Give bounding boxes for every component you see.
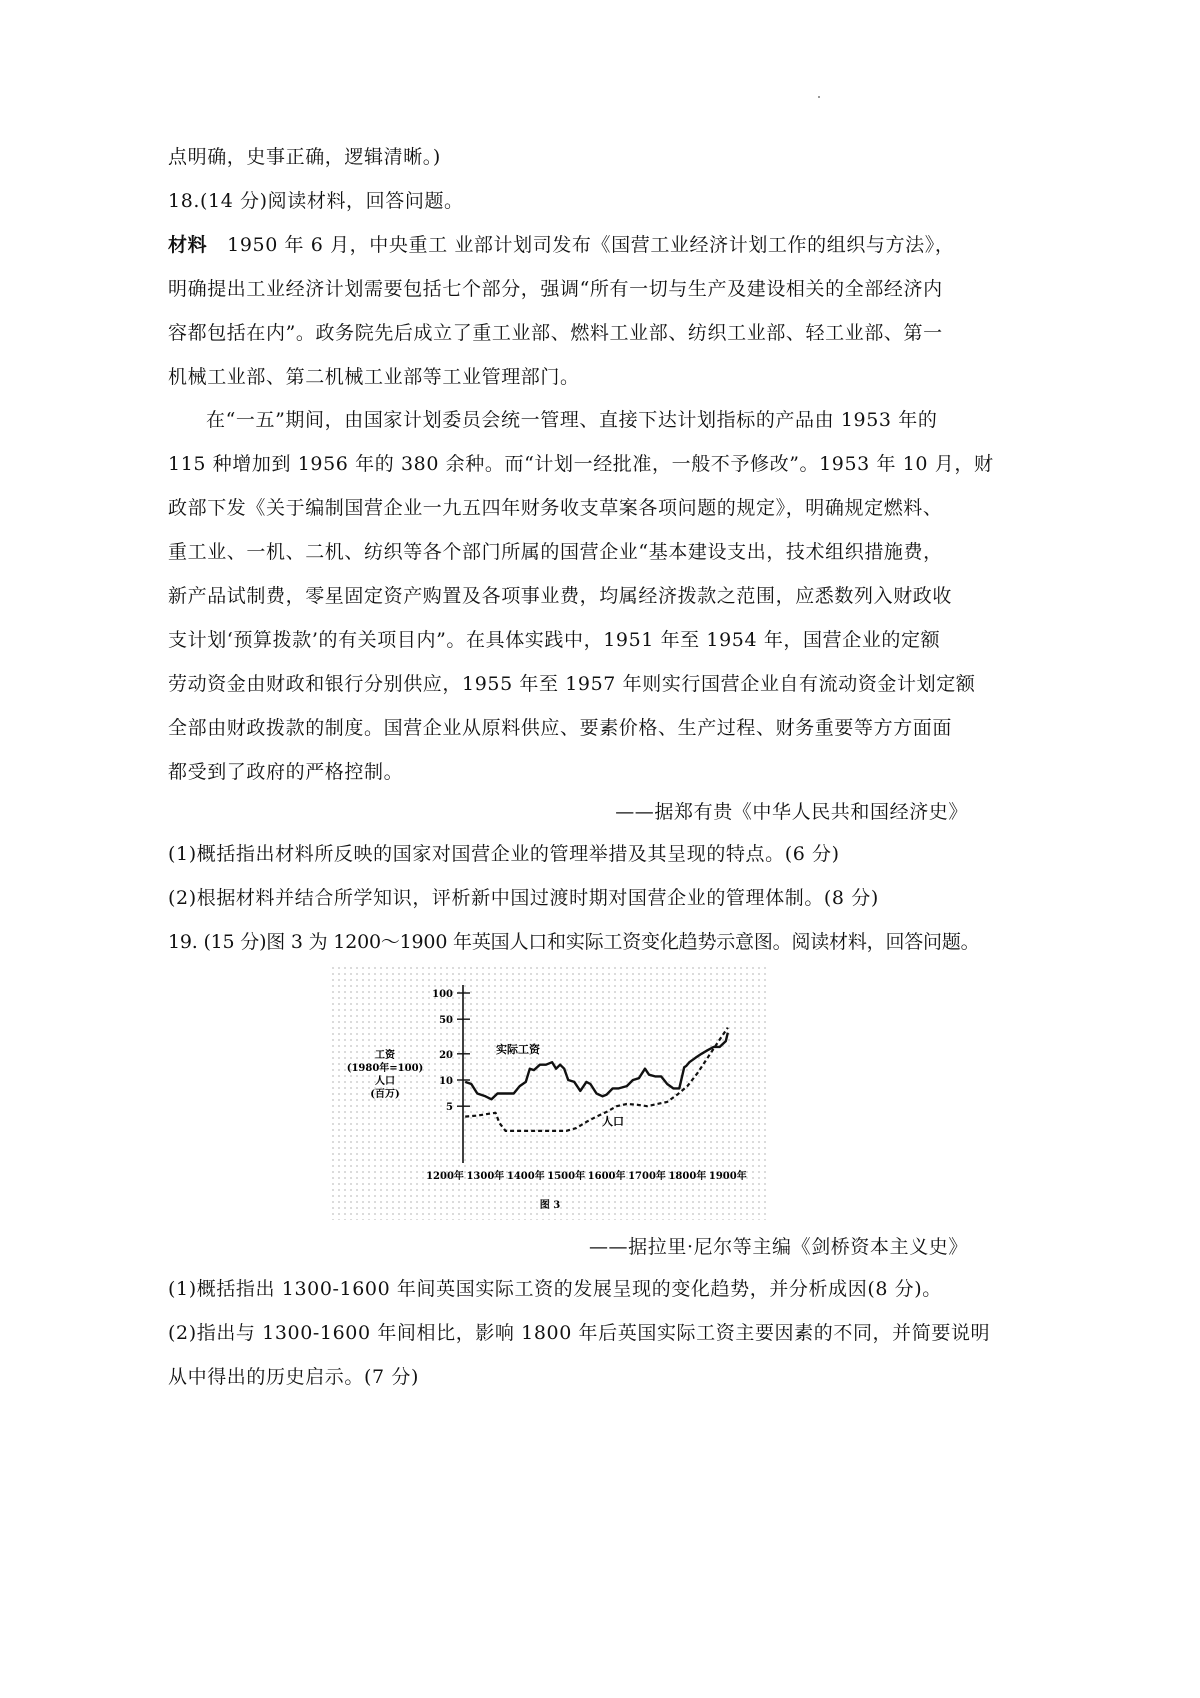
text-line: 都受到了政府的严格控制。	[168, 761, 404, 783]
question-19-2: (2)指出与 1300-1600 年间相比，影响 1800 年后英国实际工资主要因素的不同，并简要说明	[168, 1322, 991, 1344]
x-tick-label: 1800年	[668, 1171, 707, 1182]
text-line: 政部下发《关于编制国营企业一九五四年财务收支草案各项问题的规定》，明确规定燃料、	[168, 497, 943, 519]
material-line	[168, 233, 954, 257]
y-tick-label: 100	[432, 989, 453, 1000]
question-18-heading: 18.(14 分)阅读材料，回答问题。	[168, 190, 464, 212]
x-tick-label: 1400年	[506, 1171, 545, 1182]
y-tick-label: 10	[439, 1076, 453, 1087]
x-tick-label: 1500年	[547, 1171, 586, 1182]
question-19-heading: 19. (15 分)图 3 为 1200～1900 年英国人口和实际工资变化趋势示意图。阅读材料，回答问题。	[168, 931, 980, 953]
y-axis-label: (1980年=100)	[346, 1063, 424, 1074]
figure-caption: 图 3	[539, 1200, 561, 1211]
y-axis-label: (百万)	[370, 1089, 400, 1100]
x-tick-label: 1300年	[466, 1171, 505, 1182]
y-tick-label: 50	[439, 1015, 453, 1027]
source-citation: ——据拉里·尼尔等主编《剑桥资本主义史》	[588, 1236, 968, 1258]
text-line: 点明确，史事正确，逻辑清晰。)	[168, 146, 441, 168]
text-line: 容都包括在内”。政务院先后成立了重工业部、燃料工业部、纺织工业部、轻工业部、第一	[168, 322, 943, 344]
text-line: 在“一五”期间，由国家计划委员会统一管理、直接下达计划指标的产品由 1953 年的	[206, 409, 938, 431]
source-citation: ——据郑有贵《中华人民共和国经济史》	[615, 801, 968, 823]
text-line: 从中得出的历史启示。(7 分)	[168, 1366, 419, 1388]
question-18-2: (2)根据材料并结合所学知识，评析新中国过渡时期对国营企业的管理体制。(8 分)	[168, 887, 879, 909]
x-tick-label: 1900年	[708, 1171, 747, 1182]
question-19-1: (1)概括指出 1300-1600 年间英国实际工资的发展呈现的变化趋势，并分析成因(8 分)。	[168, 1278, 942, 1300]
text-line: 劳动资金由财政和银行分别供应，1955 年至 1957 年则实行国营企业自有流动资金计划定额	[168, 673, 976, 695]
population-series-label: 人口	[602, 1115, 624, 1128]
text-line: 支计划‘预算拨款’的有关项目内”。在具体实践中，1951 年至 1954 年，国营企业的定额	[168, 629, 941, 651]
text-line: 新产品试制费，零星固定资产购置及各项事业费，均属经济拨款之范围，应悉数列入财政收	[168, 585, 953, 607]
text-line: 115 种增加到 1956 年的 380 余种。而“计划一经批准，一般不予修改”。1953 年 10 月，财	[168, 453, 994, 475]
speck	[818, 96, 820, 98]
y-axis-label: 人口	[375, 1076, 395, 1087]
material-label: 材料	[168, 234, 208, 256]
x-tick-label: 1600年	[587, 1171, 626, 1182]
y-tick-label: 5	[446, 1102, 453, 1114]
text-line: 全部由财政拨款的制度。国营企业从原料供应、要素价格、生产过程、财务重要等方方面面	[168, 717, 953, 739]
x-tick-label: 1200年	[426, 1171, 464, 1182]
text-line: 重工业、一机、二机、纺织等各个部门所属的国营企业“基本建设支出，技术组织措施费，	[168, 541, 943, 563]
text-line: 明确提出工业经济计划需要包括七个部分，强调“所有一切与生产及建设相关的全部经济内	[168, 278, 943, 300]
figure-3-chart	[330, 965, 770, 1220]
text-line: 机械工业部、第二机械工业部等工业管理部门。	[168, 366, 580, 388]
x-tick-label: 1700年	[628, 1171, 666, 1182]
wage-series-label: 实际工资	[496, 1043, 540, 1056]
y-tick-label: 20	[439, 1049, 453, 1061]
question-18-1: (1)概括指出材料所反映的国家对国营企业的管理举措及其呈现的特点。(6 分)	[168, 843, 840, 865]
y-axis-label: 工资	[375, 1050, 395, 1061]
text-line: 1950 年 6 月，中央重工 业部计划司发布《国营工业经济计划工作的组织与方法》，	[227, 234, 955, 256]
